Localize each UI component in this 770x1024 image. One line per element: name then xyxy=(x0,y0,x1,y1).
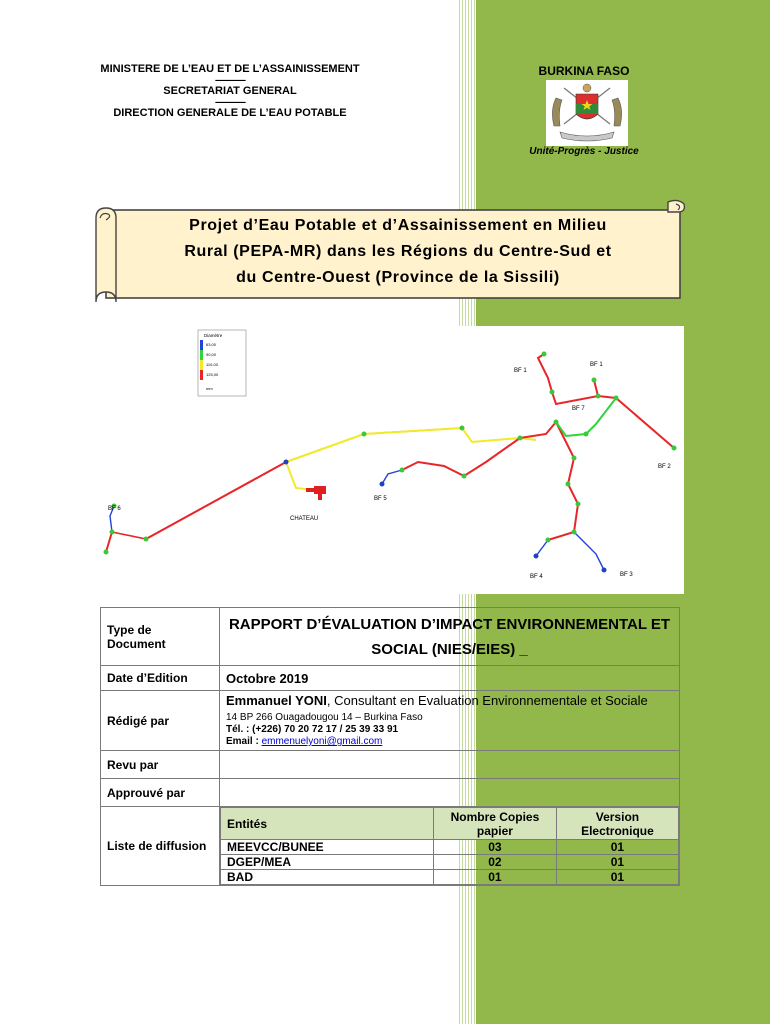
pipe-bf7 xyxy=(556,398,616,436)
map-legend xyxy=(198,330,246,396)
author-role: , Consultant en Evaluation Environnementale et Sociale xyxy=(326,693,648,708)
ministry-header xyxy=(90,64,370,119)
dist-paper: 03 xyxy=(434,840,557,855)
legend-title: Diamètre xyxy=(204,333,223,338)
map-label-bf3: BF 3 xyxy=(620,572,633,578)
author-label: Rédigé par xyxy=(101,691,220,751)
pipe-yellow-east xyxy=(462,428,536,442)
distribution-cell xyxy=(220,807,680,886)
dist-header-entities: Entités xyxy=(221,808,434,840)
table-row xyxy=(221,855,679,870)
reviewed-label: Revu par xyxy=(101,751,220,779)
dist-header-electronic: Version Electronique xyxy=(556,808,678,840)
water-tower-icon xyxy=(306,486,326,500)
network-map xyxy=(96,326,684,594)
table-row xyxy=(221,870,679,885)
map-label-bf5: BF 5 xyxy=(374,496,387,502)
author-phone: Tél. : (+226) 70 20 72 17 / 25 39 33 91 xyxy=(226,724,399,735)
separator: --------------- xyxy=(215,75,245,85)
date-value: Octobre 2019 xyxy=(220,666,680,691)
project-title-line: du Centre-Ouest (Province de la Sissili) xyxy=(236,269,560,286)
map-label-bf4: BF 4 xyxy=(530,574,543,580)
legend-item: 110,00 xyxy=(206,362,218,367)
dist-header-paper: Nombre Copies papier xyxy=(434,808,557,840)
approved-label: Approuvé par xyxy=(101,779,220,807)
approved-value xyxy=(220,779,680,807)
national-motto: Unité-Progrès - Justice xyxy=(529,146,639,157)
map-label-bf6: BF 6 xyxy=(108,506,121,512)
project-title-line: Rural (PEPA-MR) dans les Régions du Centre-Sud et xyxy=(184,243,612,260)
secretariat-name: SECRETARIAT GENERAL xyxy=(163,85,297,97)
dist-electronic: 01 xyxy=(556,870,678,885)
map-label-bf1: BF 1 xyxy=(590,362,603,368)
project-title xyxy=(118,213,678,291)
author-name: Emmanuel YONI xyxy=(226,693,327,708)
pipe-bf4 xyxy=(536,540,548,556)
legend-item: mm xyxy=(206,386,213,391)
reviewed-value xyxy=(220,751,680,779)
pipe-chateau xyxy=(286,462,314,490)
distribution-label: Liste de diffusion xyxy=(101,807,220,886)
dist-entity: MEEVCC/BUNEE xyxy=(221,840,434,855)
legend-item: 90,00 xyxy=(206,352,217,357)
ministry-name: MINISTERE DE L’EAU ET DE L’ASSAINISSEMENT xyxy=(100,63,360,75)
country-name: BURKINA FASO xyxy=(538,64,630,78)
legend-item: 63,00 xyxy=(206,342,217,347)
doc-type-label: Type de Document xyxy=(101,608,220,666)
pipe-bf5 xyxy=(382,470,402,484)
direction-name: DIRECTION GENERALE DE L’EAU POTABLE xyxy=(113,107,347,119)
pipe-red-west xyxy=(146,462,286,539)
legend-item: 125,00 xyxy=(206,372,219,377)
table-row xyxy=(221,840,679,855)
pipe-bf6 xyxy=(112,428,462,539)
doc-type-value: RAPPORT D’ÉVALUATION D’IMPACT ENVIRONNEMENTAL ET SOCIAL (NIES/EIES) _ xyxy=(220,608,680,666)
dist-paper: 01 xyxy=(434,870,557,885)
separator: --------------- xyxy=(215,97,245,107)
network-nodes xyxy=(104,352,677,573)
pipe-yellow-main xyxy=(286,428,462,462)
coat-of-arms-emblem xyxy=(546,80,628,146)
author-address: 14 BP 266 Ouagadougou 14 – Burkina Faso xyxy=(226,712,423,723)
pipe-network xyxy=(106,354,674,570)
pipe-red-centre xyxy=(402,438,520,476)
pipe-bf3 xyxy=(574,532,604,570)
author-email-link[interactable]: emmenuelyoni@gmail.com xyxy=(261,736,383,747)
date-label: Date d’Edition xyxy=(101,666,220,691)
dist-paper: 02 xyxy=(434,855,557,870)
map-label-bf2: BF 2 xyxy=(658,464,671,470)
dist-entity: BAD xyxy=(221,870,434,885)
author-cell xyxy=(220,691,680,751)
dist-electronic: 01 xyxy=(556,855,678,870)
map-label-chateau: CHATEAU xyxy=(290,516,319,522)
document-info-table xyxy=(100,607,680,886)
project-title-line: Projet d’Eau Potable et d’Assainissement en Milieu xyxy=(189,217,607,234)
dist-electronic: 01 xyxy=(556,840,678,855)
pipe-bf1 xyxy=(538,354,552,392)
map-label-bf1: BF 1 xyxy=(514,368,527,374)
email-label: Email : xyxy=(226,736,262,747)
map-label-bf7: BF 7 xyxy=(572,406,585,412)
distribution-table xyxy=(220,807,679,885)
dist-entity: DGEP/MEA xyxy=(221,855,434,870)
pipe-bf6-end xyxy=(106,532,112,552)
